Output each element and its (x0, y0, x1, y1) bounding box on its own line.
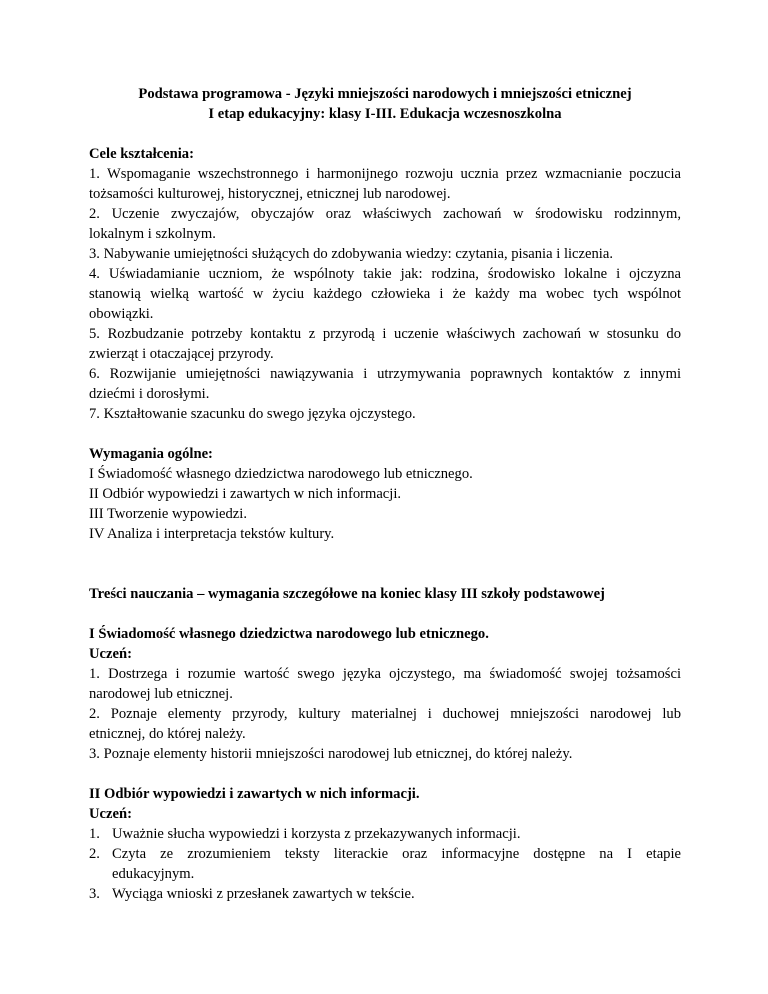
list-item-line: 4. Uświadamianie uczniom, że wspólnoty takie jak: rodzina, środowisko lokalne i ojczyzna (89, 266, 681, 282)
list-item-line: Czyta ze zrozumieniem teksty literackie oraz informacyjne dostępne na I etapie (112, 846, 681, 862)
document-title: Podstawa programowa - Języki mniejszości narodowych i mniejszości etnicznej (138, 86, 632, 102)
wymagania-item: III Tworzenie wypowiedzi. (89, 506, 247, 522)
wymagania-heading: Wymagania ogólne: (89, 446, 213, 462)
cele-item-1 (89, 164, 681, 204)
list-item-line: dziećmi i dorosłymi. (89, 386, 210, 402)
cele-heading: Cele kształcenia: (89, 146, 194, 162)
list-item-line: 3. Nabywanie umiejętności służących do zdobywania wiedzy: czytania, pisania i liczenia. (89, 246, 613, 262)
list-item-line: 1. Dostrzega i rozumie wartość swego języka ojczystego, ma świadomość swojej tożsamości (89, 666, 681, 682)
section-1-item-2 (89, 704, 681, 744)
list-item-line: obowiązki. (89, 306, 154, 322)
section-2-heading: II Odbiór wypowiedzi i zawartych w nich informacji. (89, 786, 420, 802)
list-item-line: stanowią wielką wartość w życiu każdego człowieka i że każdy ma wobec tych wspólnot (89, 286, 681, 302)
list-item-line: 7. Kształtowanie szacunku do swego języka ojczystego. (89, 406, 416, 422)
cele-item-4 (89, 264, 681, 324)
section-2-item-1 (89, 824, 681, 844)
section-2 (89, 784, 681, 904)
section-2-item-3 (89, 884, 681, 904)
section-1-heading: I Świadomość własnego dziedzictwa narodowego lub etnicznego. (89, 626, 489, 642)
wymagania-item: II Odbiór wypowiedzi i zawartych w nich informacji. (89, 486, 402, 502)
list-item-line: narodowej lub etnicznej. (89, 686, 233, 702)
section-1 (89, 624, 681, 764)
cele-item-3 (89, 244, 681, 264)
cele-item-6 (89, 364, 681, 404)
list-item-line: Wyciąga wnioski z przesłanek zawartych w tekście. (112, 886, 415, 902)
list-item-line: Uważnie słucha wypowiedzi i korzysta z przekazywanych informacji. (112, 826, 521, 842)
wymagania-item: I Świadomość własnego dziedzictwa narodowego lub etnicznego. (89, 466, 473, 482)
list-item-number: 3. (89, 886, 100, 902)
list-item-line: 6. Rozwijanie umiejętności nawiązywania i utrzymywania poprawnych kontaktów z innymi (89, 366, 681, 382)
tresci-heading: Treści nauczania – wymagania szczegółowe na koniec klasy III szkoły podstawowej (89, 586, 605, 602)
list-item-number: 1. (89, 826, 100, 842)
list-item-line: 3. Poznaje elementy historii mniejszości narodowej lub etnicznej, do której należy. (89, 746, 573, 762)
section-2-uczen: Uczeń: (89, 806, 132, 822)
list-item-line: lokalnym i szkolnym. (89, 226, 216, 242)
list-item-line: tożsamości kulturowej, historycznej, etnicznej lub narodowej. (89, 186, 451, 202)
list-item-line: 1. Wspomaganie wszechstronnego i harmonijnego rozwoju ucznia przez wzmacnianie poczucia (89, 166, 681, 182)
list-item-number: 2. (89, 846, 100, 862)
list-item-line: zwierząt i otaczającej przyrody. (89, 346, 274, 362)
list-item-line: etnicznej, do której należy. (89, 726, 246, 742)
list-item-line: 2. Uczenie zwyczajów, obyczajów oraz właściwych zachowań w środowisku rodzinnym, (89, 206, 681, 222)
cele-item-5 (89, 324, 681, 364)
section-1-uczen: Uczeń: (89, 646, 132, 662)
list-item-line: edukacyjnym. (112, 866, 195, 882)
wymagania-item: IV Analiza i interpretacja tekstów kultury. (89, 526, 335, 542)
section-1-item-3 (89, 744, 681, 764)
wymagania-section (89, 444, 681, 544)
list-item-line: 2. Poznaje elementy przyrody, kultury materialnej i duchowej mniejszości narodowej lub (89, 706, 681, 722)
section-2-item-2 (89, 844, 681, 884)
document-subtitle: I etap edukacyjny: klasy I-III. Edukacja wczesnoszkolna (208, 106, 562, 122)
cele-section (89, 144, 681, 424)
document-page (89, 84, 681, 904)
cele-item-7 (89, 404, 681, 424)
list-item-line: 5. Rozbudzanie potrzeby kontaktu z przyrodą i uczenie właściwych zachowań w stosunku do (89, 326, 681, 342)
section-1-item-1 (89, 664, 681, 704)
cele-item-2 (89, 204, 681, 244)
